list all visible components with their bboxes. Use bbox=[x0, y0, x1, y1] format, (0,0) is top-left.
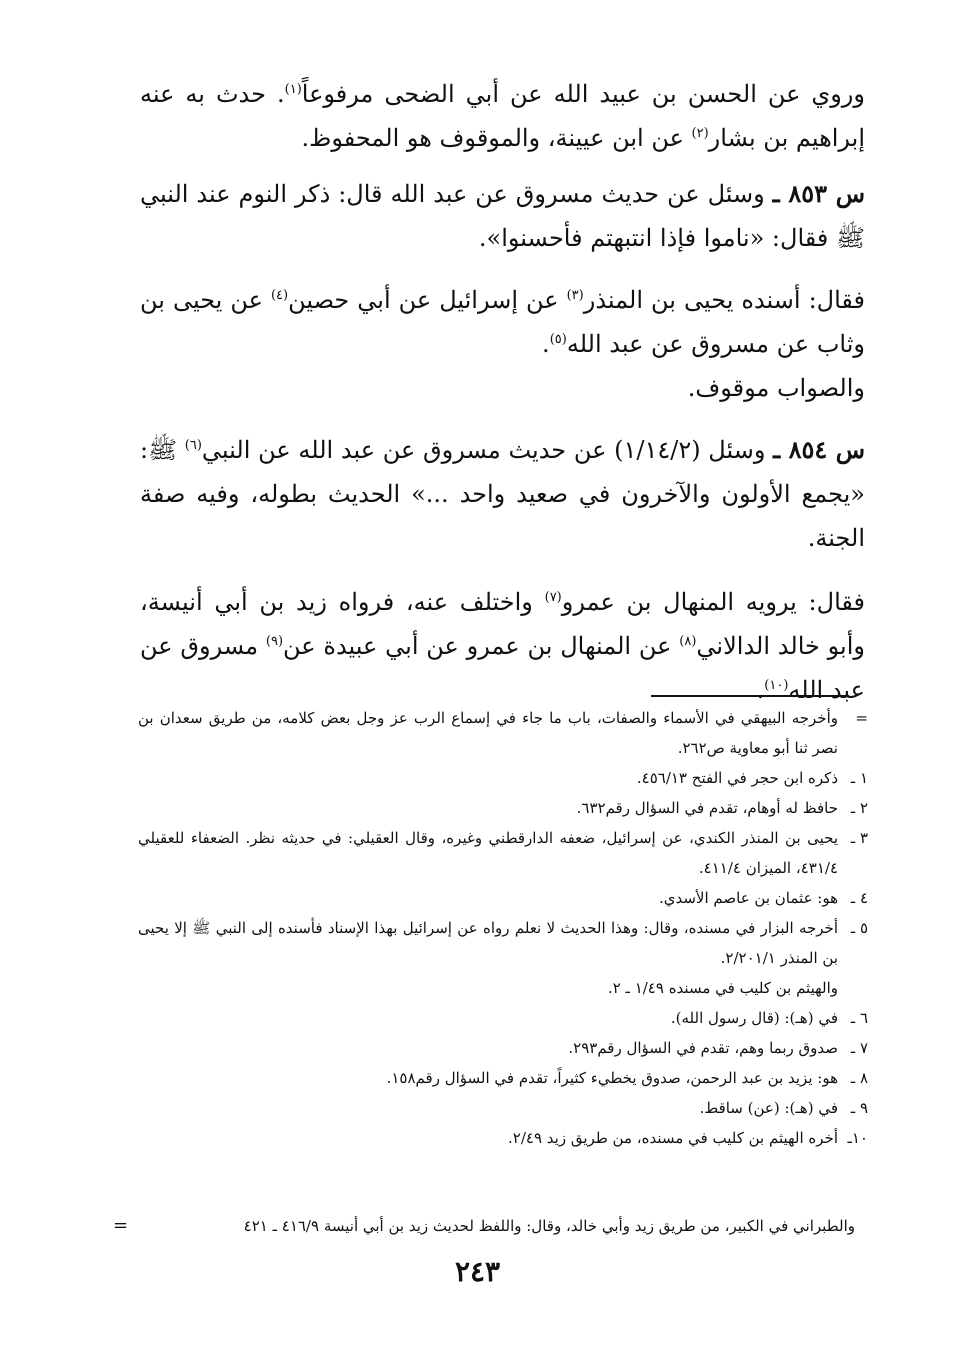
footnote-ref: (٥) bbox=[549, 332, 567, 347]
text-run: وسئل (١/١٤/٢) عن حديث مسروق عن عبد الله عن النبي bbox=[201, 436, 774, 464]
footnote-text: صدوق ربما وهم، تقدم في السؤال رقم٢٩٣. bbox=[568, 1039, 838, 1057]
footnote-number: ٦ ـ bbox=[850, 1009, 868, 1027]
footnote-8 bbox=[138, 1063, 868, 1093]
footnote-ref: (٨) bbox=[679, 634, 697, 649]
question-number: س ٨٥٣ ـ bbox=[772, 179, 866, 208]
question-854 bbox=[140, 428, 865, 560]
footnote-7 bbox=[138, 1033, 868, 1063]
footnote-ref: (٩) bbox=[265, 634, 284, 649]
footnote-2 bbox=[138, 793, 868, 823]
continuation-mark-end: = bbox=[113, 1215, 129, 1236]
text-run: . bbox=[756, 676, 765, 704]
text-run: وروي عن الحسن بن عبيد الله عن أبي الضحى مرفوعاً bbox=[301, 80, 865, 108]
footnote-text: وأخرجه البيهقي في الأسماء والصفات، باب ما جاء في إسماع الرب عز وجل بعض كلامه، من طريق سعدان بن نصر ثنا أبو معاوية ص٢٦٢. bbox=[138, 709, 838, 757]
text-run: واختلف عنه، فرواه زيد بن أبي أنيسة، وأبو خالد الدالاني bbox=[140, 588, 865, 660]
text-run: عن إسرائيل عن أبي حصين bbox=[288, 286, 567, 314]
footnote-ref: (٤) bbox=[270, 288, 289, 303]
footnote-ref: (١) bbox=[284, 82, 302, 97]
footnote-last-line: والطبراني في الكبير، من طريق زيد وأبي خالد، وقال: واللفظ لحديث زيد بن أبي أنيسة ٤١٦/٩ ـ ٤٢١ bbox=[243, 1217, 855, 1235]
text-run: مسروق عن عبد الله bbox=[140, 632, 865, 704]
answer-854-text bbox=[140, 580, 865, 712]
footnote-text: أخرجه البزار في مسنده، وقال: وهذا الحديث لا نعلم رواه عن إسرائيل بهذا الإسناد فأسنده إلى النبي ﷺ إلا يحيى بن المنذر ٢/٢٠١/١. bbox=[138, 919, 838, 967]
text-run: ﷺ: «يجمع الأولون والآخرون في صعيد واحد ...» الحديث بطوله، وفيه صفة الجنة. bbox=[140, 436, 865, 552]
footnote-number: ١٠ـ bbox=[847, 1129, 868, 1147]
footnote-text: حافظ له أوهام، تقدم في السؤال رقم٦٣٢. bbox=[576, 799, 838, 817]
text-run: . حدث به عنه إبراهيم بن بشار bbox=[140, 80, 865, 152]
answer-854 bbox=[140, 580, 865, 712]
footnotes bbox=[138, 703, 868, 1153]
footnote-number: ٣ ـ bbox=[850, 829, 868, 847]
answer-853 bbox=[140, 278, 865, 410]
footnote-6 bbox=[138, 1003, 868, 1033]
footnote-number: ١ ـ bbox=[850, 769, 868, 787]
footnote-3 bbox=[138, 823, 868, 883]
footnote-text: يحيى بن المنذر الكندي، عن إسرائيل، ضعفه الدارقطني وغيره، وقال العقيلي: في حديثه نظر. الضعفاء للعقيلي ٤٣١/٤، الميزان ٤١١/٤. bbox=[138, 829, 838, 877]
footnote-number: ٩ ـ bbox=[850, 1099, 868, 1117]
footnote-text: هو: عثمان بن عاصم الأسدي. bbox=[658, 889, 838, 907]
main-text bbox=[140, 72, 865, 160]
footnote-number: ٢ ـ bbox=[850, 799, 868, 817]
footnote-text: أخره الهيثم بن كليب في مسنده، من طريق زيد ٢/٤٩. bbox=[508, 1129, 838, 1147]
footnote-text: في (هـ): (عن) ساقط. bbox=[699, 1099, 838, 1117]
footnote-number: ٥ ـ bbox=[850, 919, 868, 937]
footnote-ref: (٣) bbox=[566, 288, 584, 303]
sawab-line: والصواب موقوف. bbox=[687, 374, 865, 402]
footnote-ref: (٦) bbox=[184, 438, 202, 453]
footnote-5-continued bbox=[138, 973, 868, 1003]
continuation-mark: = bbox=[855, 709, 868, 727]
question-number: س ٨٥٤ ـ bbox=[773, 435, 865, 464]
footnote-text: والهيثم بن كليب في مسنده ١/٤٩ ـ ٢. bbox=[607, 979, 838, 997]
footnote-number: ٨ ـ bbox=[850, 1069, 868, 1087]
footnote-separator bbox=[651, 695, 849, 697]
footnote-text: ذكره ابن حجر في الفتح ٤٥٦/١٣. bbox=[636, 769, 838, 787]
footnote-ref: (٢) bbox=[691, 126, 709, 141]
footnote-9 bbox=[138, 1093, 868, 1123]
footnote-4 bbox=[138, 883, 868, 913]
question-853 bbox=[140, 172, 865, 260]
page-number: ٢٤٣ bbox=[454, 1255, 501, 1288]
text-run: وسئل عن حديث مسروق عن عبد الله قال: ذكر النوم عند النبي ﷺ فقال: «ناموا فإذا انتبهتم فأحسنوا». bbox=[140, 180, 865, 252]
footnote-ref: (١٠) bbox=[764, 678, 789, 693]
footnote-ref: (٧) bbox=[544, 590, 562, 605]
footnote-5 bbox=[138, 913, 868, 973]
answer-853-text bbox=[140, 278, 865, 366]
paragraph-intro bbox=[140, 72, 865, 160]
footnote-1 bbox=[138, 763, 868, 793]
footnote-number: ٧ ـ bbox=[850, 1039, 868, 1057]
footnote-continuation bbox=[138, 703, 868, 763]
question-854-text bbox=[140, 428, 865, 560]
footnote-10 bbox=[138, 1123, 868, 1153]
text-run: فقال: يرويه المنهال بن عمرو bbox=[561, 588, 865, 616]
footnote-text: هو: يزيد بن عبد الرحمن، صدوق يخطيء كثيراً، تقدم في السؤال رقم١٥٨. bbox=[386, 1069, 838, 1087]
text-run: عن المنهال بن عمرو عن أبي عبيدة عن bbox=[283, 632, 680, 660]
text-run: . bbox=[542, 330, 550, 358]
text-run: فقال: أسنده يحيى بن المنذر bbox=[583, 286, 866, 314]
text-run: عن يحيى بن وثاب عن مسروق عن عبد الله bbox=[140, 286, 865, 358]
footnote-text: في (هـ): (قال رسول الله). bbox=[670, 1009, 838, 1027]
question-853-text bbox=[140, 172, 865, 260]
footnote-number: ٤ ـ bbox=[850, 889, 868, 907]
text-run: عن ابن عيينة، والموقوف هو المحفوظ. bbox=[301, 124, 692, 152]
